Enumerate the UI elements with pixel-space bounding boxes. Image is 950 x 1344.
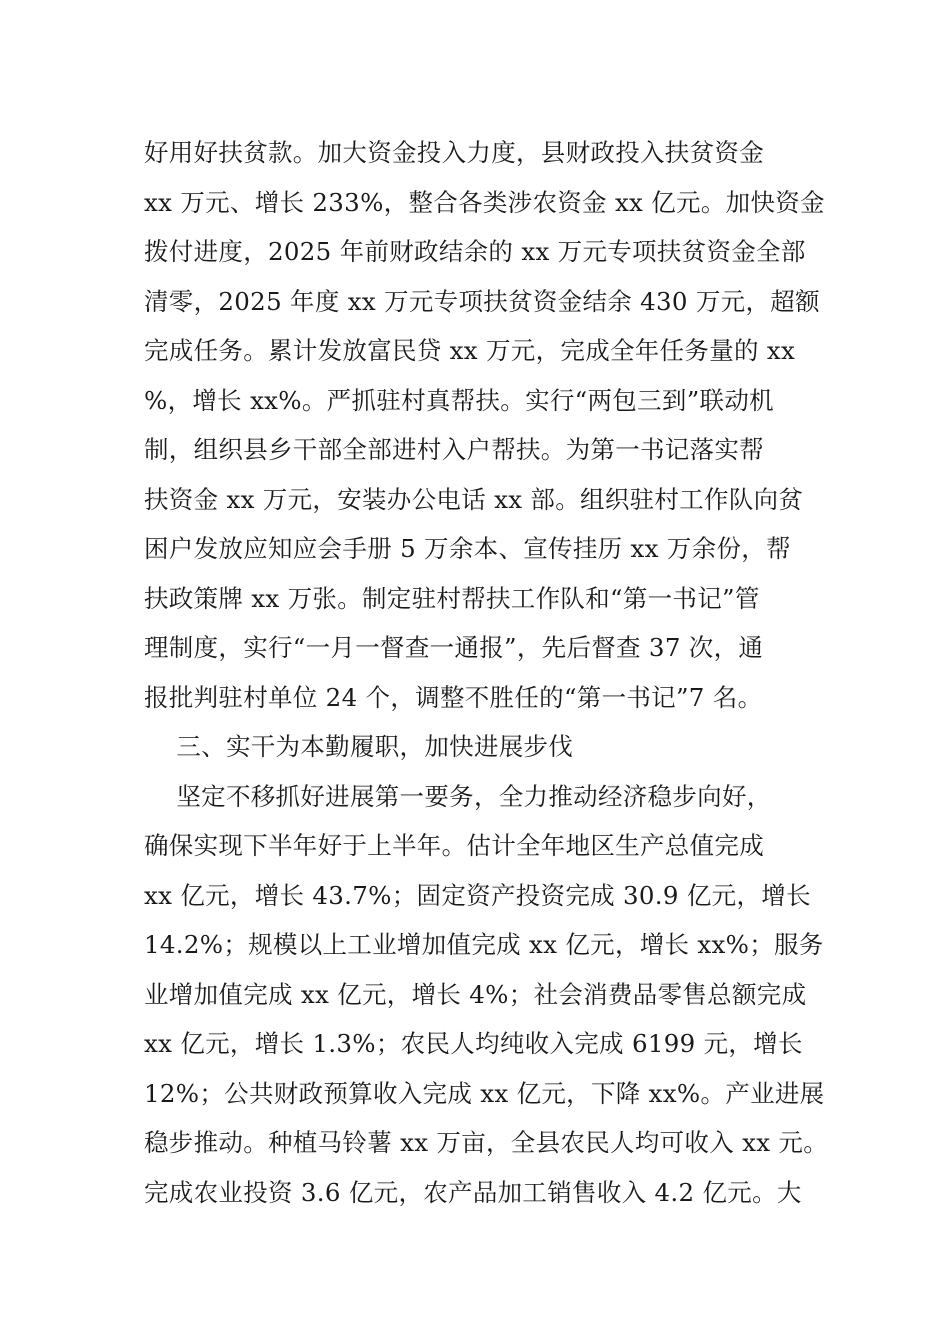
- section-heading: 三、实干为本勤履职，加快进展步伐: [144, 732, 574, 761]
- text-line: 确保实现下半年好于上半年。估计全年地区生产总值完成: [144, 831, 764, 860]
- body-text: [144, 128, 829, 1217]
- text-line: 坚定不移抓好进展第一要务，全力推动经济稳步向好，: [144, 781, 772, 811]
- text-line: 清零，2025 年度 xx 万元专项扶贫资金结余 430 万元，超额: [144, 286, 820, 316]
- text-line: xx 亿元，增长 1.3%；农民人均纯收入完成 6199 元，增长: [144, 1029, 803, 1058]
- text-line: 拨付进度，2025 年前财政结余的 xx 万元专项扶贫资金全部: [144, 237, 806, 266]
- text-line: 14.2%；规模以上工业增加值完成 xx 亿元，增长 xx%；服务: [144, 930, 824, 959]
- text-line: %，增长 xx%。严抓驻村真帮扶。实行“两包三到”联动机: [144, 385, 774, 415]
- text-line: 完成任务。累计发放富民贷 xx 万元，完成全年任务量的 xx: [144, 336, 796, 365]
- text-line: xx 万元、增长 233%，整合各类涉农资金 xx 亿元。加快资金: [144, 187, 825, 217]
- text-line: 完成农业投资 3.6 亿元，农产品加工销售收入 4.2 亿元。大: [144, 1177, 802, 1207]
- text-line: 扶政策牌 xx 万张。制定驻村帮扶工作队和“第一书记”管: [144, 583, 760, 613]
- text-line: 报批判驻村单位 24 个，调整不胜任的“第一书记”7 名。: [144, 682, 763, 712]
- text-line: 扶资金 xx 万元，安装办公电话 xx 部。组织驻村工作队向贫: [144, 484, 804, 514]
- text-line: xx 亿元，增长 43.7%；固定资产投资完成 30.9 亿元，增长: [144, 880, 811, 910]
- text-line: 困户发放应知应会手册 5 万余本、宣传挂历 xx 万余份，帮: [144, 534, 791, 563]
- text-line: 好用好扶贫款。加大资金投入力度，县财政投入扶贫资金: [144, 138, 764, 167]
- text-line: 制，组织县乡干部全部进村入户帮扶。为第一书记落实帮: [144, 435, 764, 464]
- text-line: 理制度，实行“一月一督查一通报”，先后督查 37 次，通: [144, 633, 764, 662]
- text-line: 业增加值完成 xx 亿元，增长 4%；社会消费品零售总额完成: [144, 979, 807, 1009]
- text-line: 稳步推动。种植马铃薯 xx 万亩，全县农民人均可收入 xx 元。: [144, 1128, 829, 1157]
- text-line: 12%；公共财政预算收入完成 xx 亿元，下降 xx%。产业进展: [144, 1078, 825, 1108]
